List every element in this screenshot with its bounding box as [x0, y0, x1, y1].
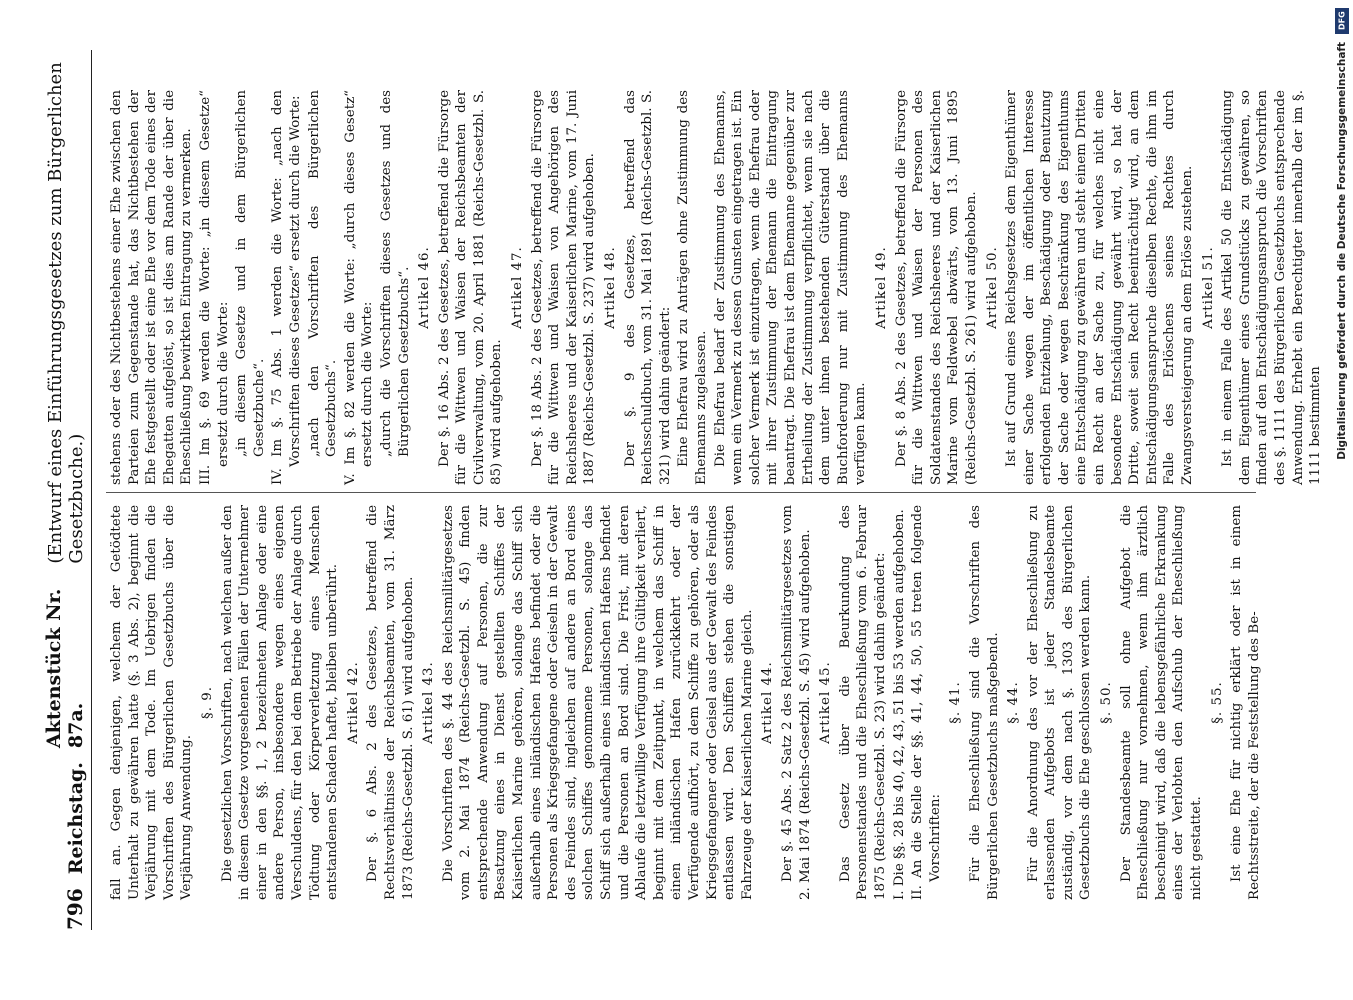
right-column: [108, 90, 1324, 485]
paragraph: Ist in einem Falle des Artikel 50 die Entschädigung dem Eigenthümer eines Grundstücks zu gewähren, so finden auf den Entschädigungsanspruch die Vorschriften des §. 1111 des Bürgerlichen Gesetzbuchs entsprechende Anwendung. Erhebt ein Berechtigter innerhalb der im §. 1111 bestimmten: [1220, 90, 1324, 485]
left-column: [108, 505, 1262, 900]
section-heading: §. 50.: [1099, 681, 1115, 724]
section-heading: §. 41.: [948, 681, 964, 724]
article-heading: Artikel 49.: [873, 246, 889, 329]
paragraph: Der §. 45 Abs. 2 Satz 2 des Reichsmilitärgesetzes vom 2. Mai 1874 (Reichs-Gesetzbl. S. 45) wird aufgehoben.: [779, 505, 813, 900]
paragraph: Das Gesetz über die Beurkundung des Personenstandes und die Eheschließung vom 6. Februar 1875 (Reichs-Gesetzbl. S. 23) wird dahin geändert:: [837, 505, 888, 900]
section-heading: §. 55.: [1209, 681, 1225, 724]
header-title: Reichstag.: [65, 762, 87, 875]
paragraph: Ist eine Ehe für nichtig erklärt oder ist in einem Rechtsstreite, der die Feststellung des Be-: [1229, 505, 1262, 900]
quoted-text: „in diesem Gesetze und in dem Bürgerlichen Gesetzbuche“.: [234, 90, 267, 457]
paragraph: Eine Ehefrau wird zu Anträgen ohne Zustimmung des Ehemanns zugelassen.: [676, 90, 709, 485]
header-document-title: (Entwurf eines Einführungsgesetzes zum Bürgerlichen Gesetzbuche.): [45, 62, 87, 564]
quoted-text: „durch die Vorschriften dieses Gesetzes und des Bürgerlichen Gesetzbuchs“.: [378, 90, 412, 457]
paragraph: fall an. Gegen denjenigen, welchem der Getödtete Unterhalt zu gewähren hatte (§. 3 Abs. 2), beginnt die Verjährung mit dem Tode. Im Uebrigen finden die Vorschriften des Bürgerlichen Gesetzbuchs über die Verjährung Anwendung.: [109, 505, 195, 900]
list-item: III. Im §. 69 werden die Worte: „in diesem Gesetze“ ersetzt durch die Worte:: [197, 90, 231, 485]
article-heading: Artikel 45.: [818, 661, 834, 744]
article-heading: Artikel 47.: [510, 246, 526, 329]
section-heading: §. 44.: [1006, 681, 1022, 724]
paragraph: Für die Anordnung des vor der Eheschließung zu erlassenden Aufgebots ist jeder Standesbeamte zuständig, vor dem nach §. 1303 des Bürgerlichen Gesetzbuchs die Ehe geschlossen werden kann.: [1025, 505, 1094, 900]
dfg-attribution: [1334, 8, 1350, 998]
article-heading: Artikel 46.: [417, 246, 433, 329]
paragraph: Der §. 16 Abs. 2 des Gesetzes, betreffend die Fürsorge für die Wittwen und Waisen der Reichsbeamten der Civilverwaltung, vom 20. April 1881 (Reichs-Gesetzbl. S. 85) wird aufgehoben.: [436, 90, 505, 485]
paragraph: Der §. 9 des Gesetzes, betreffend das Reichsschuldbuch, vom 31. Mai 1891 (Reichs-Gesetzbl. S. 321) wird dahin geändert:: [622, 90, 673, 485]
list-item: V. Im §. 82 werden die Worte: „durch dieses Gesetz“ ersetzt durch die Worte:: [342, 90, 376, 485]
article-heading: Artikel 48.: [603, 246, 619, 329]
column-divider: [106, 492, 1256, 493]
paragraph: Die Vorschriften des §. 44 des Reichsmilitärgesetzes vom 2. Mai 1874 (Reichs-Gesetzbl. S. 45) finden entsprechende Anwendung auf Personen, die zur Besatzung eines in Dienst gestellten Schiffes der Kaiserlichen Marine gehören, solange das Schiff sich außerhalb eines inländischen Hafens befindet oder die Personen als Kriegsgefangene oder Geiseln in der Gewalt des Feindes sind, ingleichen auf andere an Bord eines solchen Schiffes genommene Personen, solange das Schiff sich außerhalb eines inländischen Hafens befindet und die Personen an Bord sind. Die Frist, mit deren Ablaufe die letztwillige Verfügung ihre Gültigkeit verliert, beginnt mit dem Zeitpunkt, in welchem das Schiff in einen inländischen Hafen zurückkehrt oder der Verfügende aufhört, zu dem Schiffe zu gehören, oder als Kriegsgefangener oder Geisel aus der Gewalt des Feindes entlassen wird. Den Schiffen stehen die sonstigen Fahrzeuge der Kaiserlichen Marine gleich.: [440, 505, 755, 900]
list-item: I. Die §§. 28 bis 40, 42, 43, 51 bis 53 werden aufgehoben.: [891, 509, 907, 900]
running-header: [43, 50, 92, 930]
article-heading: Artikel 50.: [984, 246, 1000, 329]
paragraph: Der §. 18 Abs. 2 des Gesetzes, betreffend die Fürsorge für die Wittwen und Waisen von Angehörigen des Reichsheeres und der Kaiserlichen Marine, vom 17. Juni 1887 (Reichs-Gesetzbl. S. 237) wird aufgehoben.: [529, 90, 598, 485]
article-heading: Artikel 42.: [345, 661, 361, 744]
paragraph: Der §. 6 Abs. 2 des Gesetzes, betreffend die Rechtsverhältnisse der Reichsbeamten, vom 31. März 1873 (Reichs-Gesetzbl. S. 61) wird aufgehoben.: [365, 505, 416, 900]
paragraph: Der Standesbeamte soll ohne Aufgebot die Eheschließung nur vornehmen, wenn ihm ärztlich bescheinigt wird, daß die lebensgefährliche Erkrankung eines der Verlobten den Aufschub der Eheschließung nicht gestattet.: [1118, 505, 1205, 900]
list-item: II. An die Stelle der §§. 41, 44, 50, 55 treten folgende Vorschriften:: [910, 505, 943, 900]
section-heading: §. 9.: [199, 686, 215, 719]
article-heading: Artikel 44.: [760, 661, 776, 744]
header-subtitle: Aktenstück Nr. 87a.: [43, 588, 87, 749]
page-number: 796: [63, 888, 87, 930]
list-item: IV. Im §. 75 Abs. 1 werden die Worte: „nach den Vorschriften dieses Gesetzes“ ersetzt durch die Worte:: [270, 90, 303, 485]
article-heading: Artikel 43.: [421, 661, 437, 744]
paragraph: Ist auf Grund eines Reichsgesetzes dem Eigenthümer einer Sache wegen der im öffentlichen Interesse erfolgenden Entziehung, Beschädigung oder Benutzung der Sache oder wegen Beschränkung des Eigenthums eine Entschädigung zu gewähren und steht einem Dritten ein Recht an der Sache zu, für welches nicht eine besondere Entschädigung gewährt wird, so hat der Dritte, soweit sein Recht beeinträchtigt wird, an dem Entschädigungsanspruche dieselben Rechte, die ihm im Falle des Erlöschens seines Rechtes durch Zwangsversteigerung an dem Erlöse zustehen.: [1004, 90, 1196, 485]
paragraph: Die Ehefrau bedarf der Zustimmung des Ehemanns, wenn ein Vermerk zu dessen Gunsten eingetragen ist. Ein solcher Vermerk ist einzutragen, wenn die Ehefrau oder mit ihrer Zustimmung der Ehemann die Eintragung beantragt. Die Ehefrau ist dem Ehemanne gegenüber zur Ertheilung der Zustimmung verpflichtet, wenn sie nach dem unter ihnen bestehenden Güterstand über die Buchforderung nur mit Zustimmung des Ehemanns verfügen kann.: [712, 90, 869, 485]
paragraph: Die gesetzlichen Vorschriften, nach welchen außer den in diesem Gesetze vorgesehenen Fällen der Unternehmer einer in den §§. 1, 2 bezeichneten Anlage oder eine andere Person, insbesondere wegen eines eigenen Verschuldens, für den bei dem Betriebe der Anlage durch Tödtung oder Körperverletzung eines Menschen entstandenen Schaden haftet, bleiben unberührt.: [219, 505, 341, 900]
digitization-credit: Digitalisierung gefördert durch die Deutsche Forschungsgemeinschaft: [1336, 42, 1348, 460]
quoted-text: „nach den Vorschriften des Bürgerlichen Gesetzbuchs“.: [306, 90, 340, 457]
dfg-logo-icon: DFG: [1335, 8, 1349, 34]
article-heading: Artikel 51.: [1200, 246, 1216, 329]
paragraph: Für die Eheschließung sind die Vorschriften des Bürgerlichen Gesetzbuchs maßgebend.: [967, 505, 1001, 900]
paragraph: stehens oder des Nichtbestehens einer Ehe zwischen den Parteien zum Gegenstande hat, das Nichtbestehen der Ehe festgestellt oder ist eine Ehe vor dem Tode eines der Ehegatten aufgelöst, so ist dies am Rande der über die Eheschließung bewirkten Eintragung zu vermerken.: [109, 90, 195, 485]
paragraph: Der §. 8 Abs. 2 des Gesetzes, betreffend die Fürsorge für die Wittwen und Waisen der Personen des Soldatenstandes des Reichsheeres und der Kaiserlichen Marine vom Feldwebel abwärts, vom 13. Juni 1895 (Reichs-Gesetzbl. S. 261) wird aufgehoben.: [893, 90, 979, 485]
